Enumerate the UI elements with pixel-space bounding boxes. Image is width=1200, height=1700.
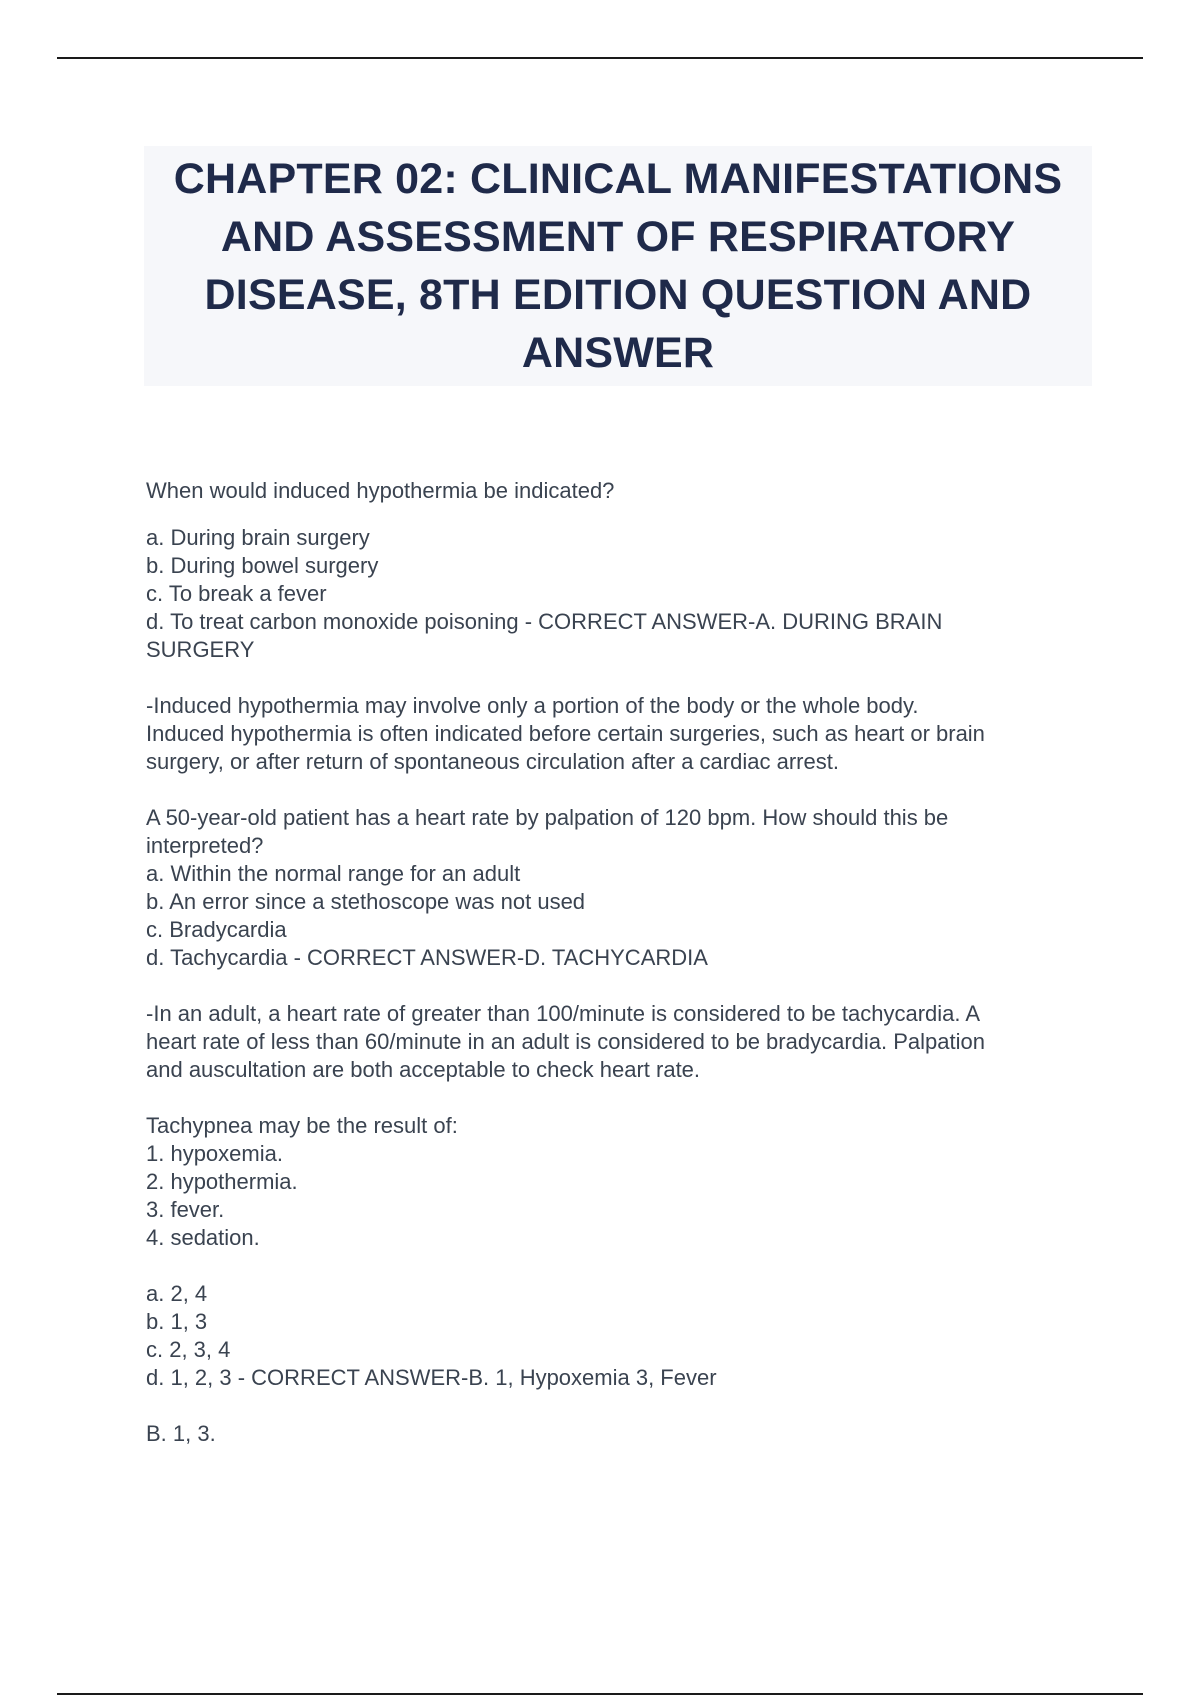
rationale-line: and auscultation are both acceptable to check heart rate. [146, 1057, 701, 1082]
question-1-rationale [146, 692, 1096, 776]
option: b. An error since a stethoscope was not used [146, 889, 586, 914]
option: d. 1, 2, 3 - CORRECT ANSWER-B. 1, Hypoxemia 3, Fever [146, 1365, 717, 1390]
bottom-rule [57, 1693, 1143, 1695]
option: SURGERY [146, 637, 255, 662]
list-item: 4. sedation. [146, 1225, 260, 1250]
list-item: 3. fever. [146, 1197, 225, 1222]
option: a. 2, 4 [146, 1281, 208, 1306]
document-body [146, 477, 1096, 1448]
rationale-line: Induced hypothermia is often indicated before certain surgeries, such as heart or brain [146, 721, 985, 746]
question-line: interpreted? [146, 833, 264, 858]
option: a. During brain surgery [146, 525, 370, 550]
question-1: When would induced hypothermia be indicated? [146, 478, 615, 503]
option: c. To break a fever [146, 581, 327, 606]
option: d. To treat carbon monoxide poisoning - CORRECT ANSWER-A. DURING BRAIN [146, 609, 943, 634]
rationale-line: -In an adult, a heart rate of greater than 100/minute is considered to be tachycardia. A [146, 1001, 981, 1026]
question-3-options [146, 1280, 1096, 1392]
question-1-options [146, 524, 1096, 664]
question-3-answer: B. 1, 3. [146, 1421, 216, 1446]
list-item: 2. hypothermia. [146, 1169, 298, 1194]
rationale-line: heart rate of less than 60/minute in an adult is considered to be bradycardia. Palpation [146, 1029, 985, 1054]
list-item: 1. hypoxemia. [146, 1141, 283, 1166]
option: a. Within the normal range for an adult [146, 861, 521, 886]
question-line: A 50-year-old patient has a heart rate by palpation of 120 bpm. How should this be [146, 805, 949, 830]
option: b. 1, 3 [146, 1309, 208, 1334]
title-block [144, 146, 1092, 386]
rationale-line: -Induced hypothermia may involve only a portion of the body or the whole body. [146, 693, 919, 718]
question-3-items [146, 1140, 1096, 1252]
rationale-line: surgery, or after return of spontaneous circulation after a cardiac arrest. [146, 749, 839, 774]
option: d. Tachycardia - CORRECT ANSWER-D. TACHYCARDIA [146, 945, 708, 970]
top-rule [57, 57, 1143, 59]
option: b. During bowel surgery [146, 553, 379, 578]
option: c. 2, 3, 4 [146, 1337, 231, 1362]
document-title: CHAPTER 02: CLINICAL MANIFESTATIONS AND ASSESSMENT OF RESPIRATORY DISEASE, 8TH EDITION QUESTION AND ANSWER [173, 155, 1063, 377]
option: c. Bradycardia [146, 917, 287, 942]
question-2-rationale [146, 1000, 1096, 1084]
question-2 [146, 804, 1096, 860]
question-3: Tachypnea may be the result of: [146, 1113, 458, 1138]
question-2-options [146, 860, 1096, 972]
